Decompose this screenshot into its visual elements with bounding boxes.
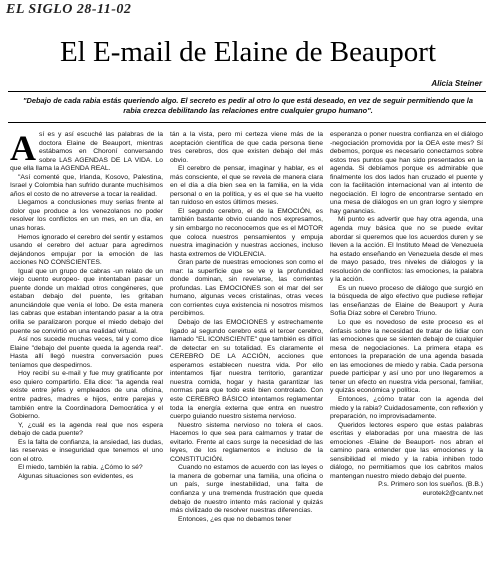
article-paragraph: Lo que es novedoso de este proceso es el énfasis sobre la necesidad de tratar de lidiar con las emociones que se sienten debajo de cualquier mesa de negociaciones. La primera etapa es entonces la preparación de una agenda basada en las emociones de miedo y rabia. Cada persona puede participar y así uno por uno llegaremos a tener un efecto en nuestra vida personal, familiar, y quizás económica y política. bbox=[330, 319, 483, 395]
article-column-3 bbox=[330, 131, 483, 581]
lead-rule-bottom bbox=[8, 122, 486, 123]
article-paragraph: Mi punto es advertir que hay otra agenda, una agenda muy básica que no se puede evitar abordar si queremos que los acuerdos duren y se lleven a la acción. El Instituto Mead de Venezuela ha estado enseñando en Venezuela desde el mes de mayo pasado, tres niveles de diálogos y la resolución de conflictos: las emociones, la palabra y la acción. bbox=[330, 216, 483, 284]
article-paragraph: Y, ¿cuál es la agenda real que nos espera debajo de cada puente? bbox=[10, 421, 163, 438]
article-column-2 bbox=[170, 131, 323, 581]
article-paragraph: "Así comenté que, Irlanda, Kosovo, Palestina, Israel y Colombia han sufrido durante muchísimos años el costo de no atreverse a tocar la realidad. bbox=[10, 173, 163, 198]
author-email: eurotek2@cantv.net bbox=[422, 489, 483, 497]
article-paragraph: Igual que un grupo de cabras -un relato de un viejo cuento europeo- que intentaban pasar un puente donde un maldad otros congéneres, que estaban debajo del puente, les gritaban anunciándole que venía el lobo. De esta manera las cabras que estaban intentando pasar a la otra orilla se paralizaron porque el miedo debajo del puente se convirtió en una realidad virtual. bbox=[10, 267, 163, 335]
postscript: P.s. Primero son los sueños. (B.B.) bbox=[378, 481, 483, 489]
article-paragraph: Es la falta de confianza, la ansiedad, las dudas, las reservas e inseguridad que tenemos el uno con el otro. bbox=[10, 438, 163, 463]
article-paragraph bbox=[10, 131, 163, 174]
article-paragraph: Gran parte de nuestras emociones son como el mar: la superficie que se ve y la profundidad donde dominan, sin revelarse, las corrientes profundas. Las EMOCIONES son el mar del ser humano, algunas veces cristalinas, otras veces con corrientes cuya existencia ni nosotros mismos percibimos. bbox=[170, 259, 323, 318]
article-paragraph: tán a la vista, pero mi certeza viene más de la aceptación científica de que cada persona tiene tres cerebros, dos que existen debajo del más obvio. bbox=[170, 131, 323, 164]
drop-cap: A bbox=[10, 131, 36, 168]
article-paragraph: Entonces, ¿cómo tratar con la agenda del miedo y la rabia? Cuidadosamente, con reflexión y preparación, no improvisadamente. bbox=[330, 395, 483, 421]
article-column-1 bbox=[10, 131, 163, 581]
article-paragraph: El cerebro de pensar, imaginar y hablar, es el más consciente, el que se revela de manera clara en el día a día bien sea en la familia, en la vida personal o en la política, y es el que se ha vuelto tan ruidoso en estos últimos meses. bbox=[170, 165, 323, 207]
article-paragraph: Llegamos a conclusiones muy serias frente al dolor que produce a los venezolanos no poder resolver los conflictos en un mes, en un día, en unas horas. bbox=[10, 199, 163, 233]
article-paragraph: esperanza o poner nuestra confianza en el diálogo -negociación promovida por la OEA este mes? Sí debemos, porque es necesario conectarnos sobre estos tres puntos que han sido presentados en la agenda. Si debíamos porque es admirable que finalmente los dos lados han cruzado el puente y con la facilitación internacional van al intento de negociación. El logro de encontrarse sentado en una mesa de diálogos en un gran logro y siempre hay ganancias. bbox=[330, 131, 483, 215]
article-byline: Alicia Steiner bbox=[431, 79, 482, 88]
newspaper-masthead-date: EL SIGLO 28-11-02 bbox=[6, 2, 132, 17]
article-paragraph: Algunas situaciones son evidentes, es bbox=[18, 472, 134, 480]
article-paragraph: Nuestro sistema nervioso no tolera el caos. Hacemos lo que sea para calmarnos y tratar de evitarlo. Frente al caos surge la necesidad de las leyes, de los reglamentos e incluso de la CONSTITUCIÓN. bbox=[170, 421, 323, 463]
article-paragraph: El miedo, también la rabia. ¿Cómo lo sé? bbox=[18, 464, 143, 472]
article-paragraph: Así nos sucede muchas veces, tal y como dice Elaine "debajo del puente queda la agenda real". Hasta allí llegó nuestra conversación pues teníamos que despedirnos. bbox=[10, 336, 163, 369]
article-paragraph: Es un nuevo proceso de diálogo que surgió en la búsqueda de algo efectivo que pudiese reflejar las enseñanzas de Elaine de Beauport y Aura Sofía Díaz sobre el Cerebro Triuno. bbox=[330, 284, 483, 318]
lead-rule-top bbox=[8, 91, 486, 92]
article-paragraph: Cuando no estamos de acuerdo con las leyes o la manera de gobernar una familia, una oficina o un país, surge inestabilidad, una falta de confianza y una tremenda frustración que queda debajo de nuestro intento más racional y quizás más civilizado de resolver nuestras diferencias. bbox=[170, 464, 323, 515]
paragraph-text: sí es y así escuché las palabras de la doctora Elaine de Beauport, mientras estábamos en Choroní conversando sobre LAS AGENDAS DE LA VIDA. Lo que ella llama la AGENDA REAL. bbox=[10, 131, 163, 173]
article-paragraph: Hemos ignorado el cerebro del sentir y estamos usando el cerebro del actuar para agredirnos dejándonos empujar por la emoción de las acciones NO CONSCIENTES. bbox=[10, 233, 163, 267]
article-paragraph: Entonces, ¿es que no debamos tener bbox=[178, 515, 292, 523]
article-signoff bbox=[330, 481, 483, 498]
article-paragraph: Debajo de las EMOCIONES y estrechamente ligado al segundo cerebro está el tercer cerebro, llamado "EL ICONSCIENTE" que también es difícil de detectar en su totalidad. Es claramente el CEREBRO DE LA ACCIÓN, acciones que esperamos establecen nuestra vida. Por ello intentamos fijar nuestra territorio, garantizar nuestra comida, hogar y hasta garantizar las normas para que todo esté bien controlado. Con este CEREBRO BÁSICO intentamos reglamentar toda la energía externa que entra en nuestro cuerpo guiando nuestro sistema nervioso. bbox=[170, 319, 323, 421]
article-headline: El E-mail de Elaine de Beauport bbox=[59, 36, 437, 68]
article-paragraph: El segundo cerebro, el de la EMOCIÓN, es también bastante obvio cuando nos expresamos, y sin embargo no reconocemos que es el MOTOR que coloca nuestros pensamientos y empuja nuestra imaginación y nuestras acciones, incluso hasta extremos de VIOLENCIA. bbox=[170, 207, 323, 258]
article-lead-quote: "Debajo de cada rabia estás queriendo algo. El secreto es pedir al otro lo que está deseado, en vez de seguir permitiendo que la rabia crezca debilitando las relaciones entre cualquier grupo humano". bbox=[23, 96, 473, 115]
article-paragraph: Hoy recibí su e-mail y fue muy gratificante por eso quiero compartirlo. Ella dice: "la agenda real existe entre jefes y empleados de una oficina, entre padres, madres e hijos, entre parejas y también entre la Coordinadora Democrática y el Gobierno. bbox=[10, 370, 163, 421]
article-paragraph: Queridos lectores espero que estas palabras escritas y elaboradas por una maestra de las emociones -Elaine de Beauport- nos abran el camino para entender que las emociones y la sensibilidad el miedo y la rabia inhiben todo diálogo, no permitiamos que los cabritos malos mantengan nuestro miedo debajo del puente. bbox=[330, 421, 483, 480]
